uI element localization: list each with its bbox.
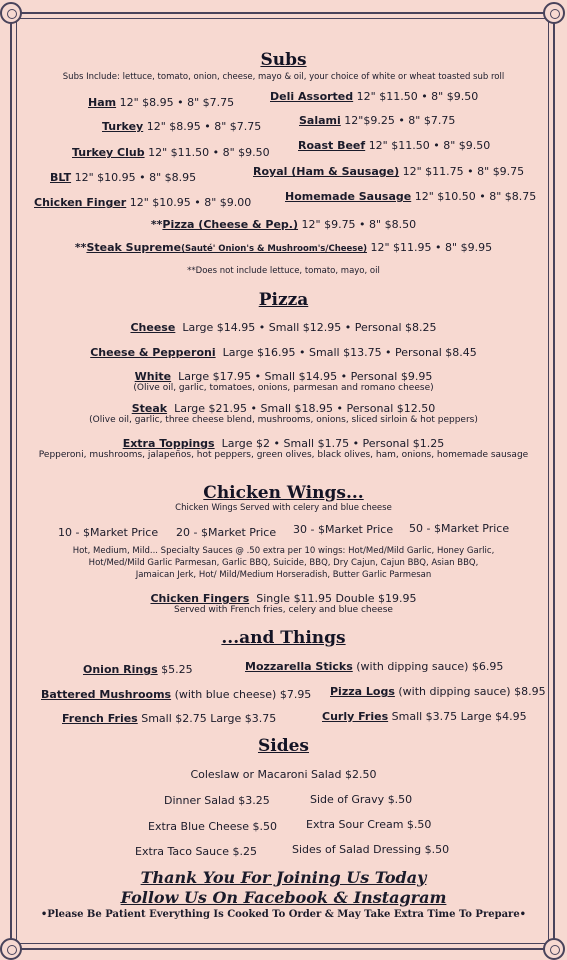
wing-size: 30 - $Market Price	[293, 523, 394, 536]
sub-item: **Pizza (Cheese & Pep.) 12" $9.75 • 8" $8.50	[150, 218, 417, 231]
sub-item: Turkey Club 12" $11.50 • 8" $9.50	[72, 146, 270, 159]
wing-size: 20 - $Market Price	[176, 526, 277, 539]
pizza-item: White Large $17.95 • Small $14.95 • Personal $9.95	[134, 370, 433, 383]
chicken-fingers-item: Chicken Fingers Single $11.95 Double $19.95	[150, 592, 417, 605]
wings-subtitle: Chicken Wings Served with celery and blue cheese	[175, 503, 392, 513]
pizza-heading: Pizza	[258, 290, 309, 310]
sub-item: Turkey 12" $8.95 • 8" $7.75	[102, 120, 262, 133]
wing-sauces: Hot/Med/Mild Garlic Parmesan, Garlic BBQ, Suicide, BBQ, Dry Cajun, Cajun BBQ, Asian BBQ,	[88, 558, 479, 568]
side-item: Extra Taco Sauce $.25	[135, 845, 257, 858]
thank-you-text: Thank You For Joining Us Today	[140, 868, 427, 887]
chicken-fingers-detail: Served with French fries, celery and blue cheese	[174, 605, 393, 615]
sub-item: Royal (Ham & Sausage) 12" $11.75 • 8" $9.75	[253, 165, 525, 178]
side-item: Coleslaw or Macaroni Salad $2.50	[190, 768, 377, 781]
things-item: Battered Mushrooms (with blue cheese) $7.95	[41, 688, 312, 701]
corner-ornament-icon	[0, 2, 22, 24]
pizza-detail: (Olive oil, garlic, three cheese blend, mushrooms, onions, sliced sirloin & hot peppers)	[89, 415, 478, 425]
pizza-item: Extra Toppings Large $2 • Small $1.75 • Personal $1.25	[122, 437, 445, 450]
things-item: Mozzarella Sticks (with dipping sauce) $6.95	[245, 660, 504, 673]
things-item: Onion Rings $5.25	[83, 663, 193, 676]
corner-ornament-icon	[543, 2, 565, 24]
pizza-detail: Pepperoni, mushrooms, jalapeños, hot peppers, green olives, black olives, ham, onions, homemade sausage	[38, 450, 529, 460]
sub-item: Roast Beef 12" $11.50 • 8" $9.50	[298, 139, 491, 152]
subs-heading: Subs	[260, 50, 307, 70]
things-item: Pizza Logs (with dipping sauce) $8.95	[330, 685, 546, 698]
subs-includes: Subs Include: lettuce, tomato, onion, cheese, mayo & oil, your choice of white or wheat toasted sub roll	[62, 72, 505, 82]
wing-sauces: Hot, Medium, Mild... Specialty Sauces @ .50 extra per 10 wings: Hot/Med/Mild Garlic, Honey Garlic,	[72, 546, 495, 556]
wing-sauces: Jamaican Jerk, Hot/ Mild/Medium Horseradish, Butter Garlic Parmesan	[135, 570, 432, 580]
wings-heading: Chicken Wings...	[203, 483, 364, 503]
side-item: Extra Blue Cheese $.50	[148, 820, 278, 833]
subs-footnote: **Does not include lettuce, tomato, mayo, oil	[187, 266, 380, 276]
follow-us-text: Follow Us On Facebook & Instagram	[120, 888, 447, 907]
pizza-item: Cheese & Pepperoni Large $16.95 • Small $13.75 • Personal $8.45	[90, 346, 477, 359]
sub-item: Deli Assorted 12" $11.50 • 8" $9.50	[270, 90, 479, 103]
sub-item: **Steak Supreme(Sauté' Onion's & Mushroom's/Cheese) 12" $11.95 • 8" $9.95	[74, 241, 493, 254]
side-item: Dinner Salad $3.25	[164, 794, 270, 807]
sub-item: Homemade Sausage 12" $10.50 • 8" $8.75	[285, 190, 537, 203]
things-heading: ...and Things	[221, 628, 346, 648]
sides-heading: Sides	[257, 736, 309, 756]
wing-size: 50 - $Market Price	[409, 522, 510, 535]
side-item: Sides of Salad Dressing $.50	[292, 843, 450, 856]
corner-ornament-icon	[0, 938, 22, 960]
sub-item: Salami 12"$9.25 • 8" $7.75	[299, 114, 456, 127]
pizza-detail: (Olive oil, garlic, tomatoes, onions, parmesan and romano cheese)	[133, 383, 434, 393]
pizza-item: Steak Large $21.95 • Small $18.95 • Personal $12.50	[131, 402, 436, 415]
pizza-item: Cheese Large $14.95 • Small $12.95 • Personal $8.25	[130, 321, 437, 334]
sub-item: Ham 12" $8.95 • 8" $7.75	[88, 96, 235, 109]
things-item: Curly Fries Small $3.75 Large $4.95	[322, 710, 527, 723]
side-item: Side of Gravy $.50	[310, 793, 413, 806]
things-item: French Fries Small $2.75 Large $3.75	[62, 712, 277, 725]
side-item: Extra Sour Cream $.50	[306, 818, 432, 831]
patience-note: •Please Be Patient Everything Is Cooked To Order & May Take Extra Time To Prepare•	[40, 909, 527, 920]
corner-ornament-icon	[543, 938, 565, 960]
sub-item: Chicken Finger 12" $10.95 • 8" $9.00	[34, 196, 252, 209]
sub-item: BLT 12" $10.95 • 8" $8.95	[50, 171, 197, 184]
wing-size: 10 - $Market Price	[58, 526, 159, 539]
